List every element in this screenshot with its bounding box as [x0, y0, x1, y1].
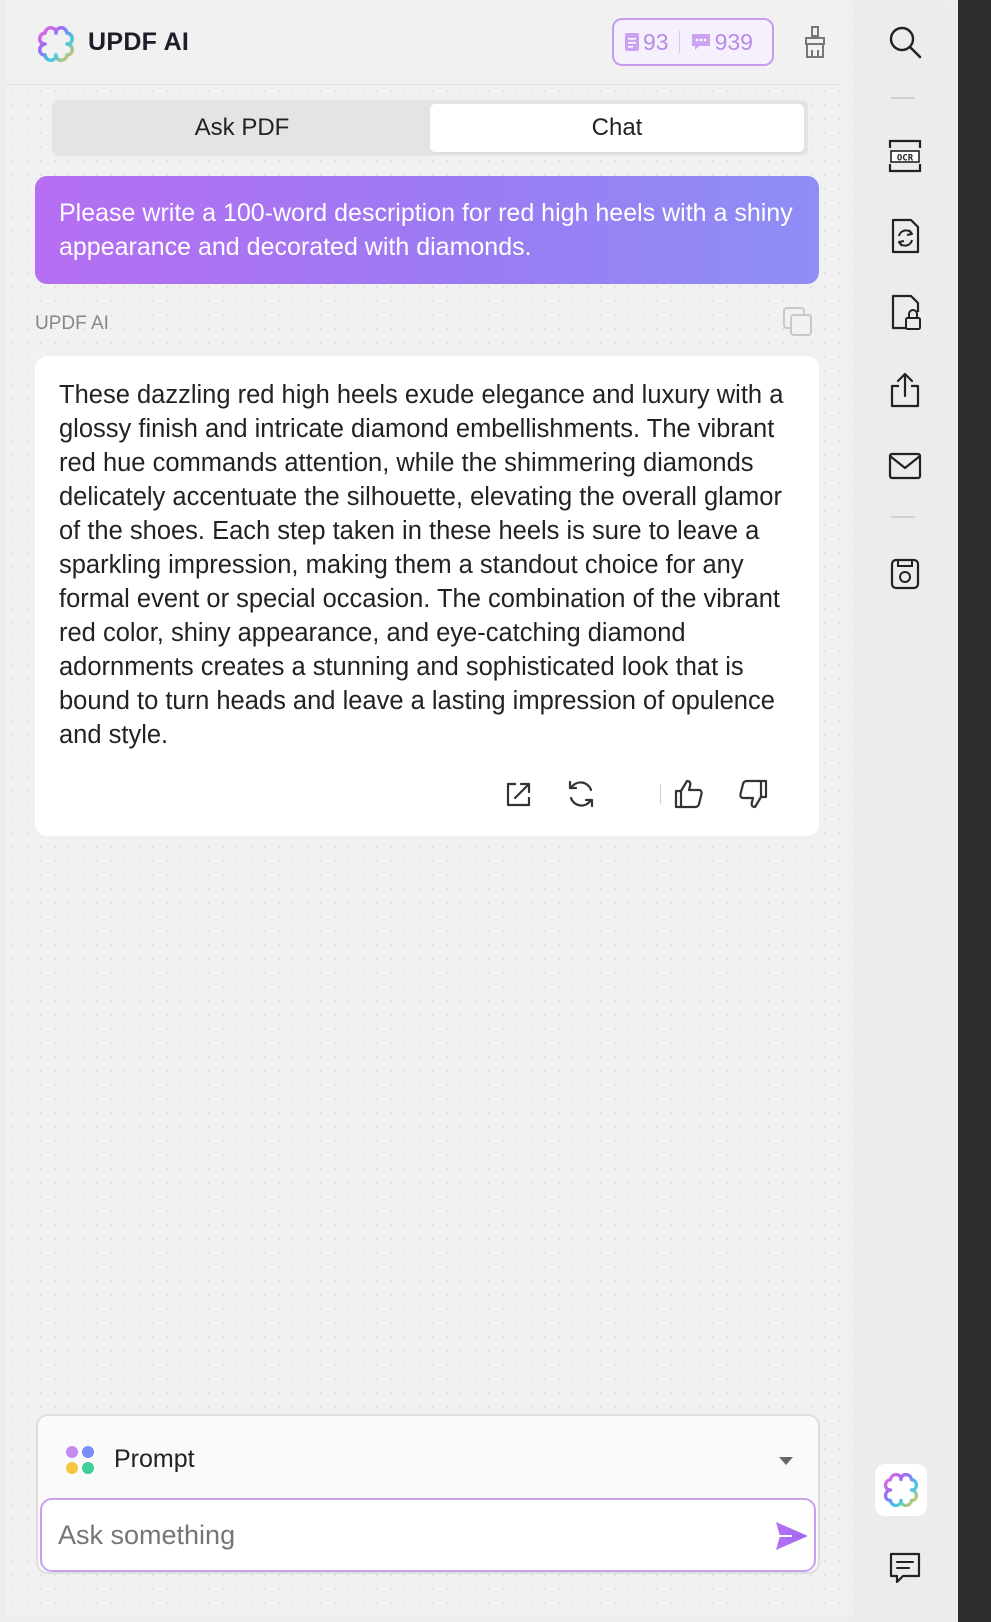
- save-icon: [887, 556, 923, 592]
- convert-button[interactable]: [881, 212, 929, 260]
- updf-logo-icon: [36, 24, 76, 64]
- send-icon[interactable]: [774, 1520, 810, 1552]
- regenerate-icon[interactable]: [563, 776, 599, 812]
- toolbar-divider: [891, 516, 915, 518]
- chat-bubble-icon: [690, 32, 712, 52]
- comment-icon: [887, 1550, 923, 1586]
- thumbs-down-icon[interactable]: [735, 776, 771, 812]
- protect-button[interactable]: [881, 288, 929, 336]
- chat-quota-count: 939: [714, 28, 753, 55]
- convert-icon: [887, 216, 923, 256]
- response-actions: [35, 776, 819, 816]
- chevron-down-icon[interactable]: [778, 1456, 794, 1466]
- email-button[interactable]: [881, 442, 929, 490]
- updf-ai-button[interactable]: [875, 1464, 927, 1516]
- prompt-dots-icon: [64, 1444, 96, 1476]
- copy-icon[interactable]: [781, 305, 815, 339]
- prompt-selector[interactable]: [38, 1416, 818, 1498]
- updf-ai-icon: [882, 1471, 920, 1509]
- pdf-quota-count: 93: [643, 28, 669, 55]
- thumbs-up-icon[interactable]: [671, 776, 707, 812]
- email-icon: [887, 450, 923, 482]
- ai-response-text: These dazzling red high heels exude elegance and luxury with a glossy finish and intricate diamond embellishments. The vibrant red hue commands attention, while the shimmering diamonds delicately accentuate the silhouette, elevating the overall glamor of the shoes. Each step taken in these heels is sure to leave a sparkling impression, making them a standout choice for any formal event or special occasion. The combination of the vibrant red color, shiny appearance, and eye-catching diamond adornments creates a stunning and sophisticated look that is bound to turn heads and leave a lasting impression of opulence and style.: [59, 381, 784, 749]
- quota-badge[interactable]: [612, 18, 774, 66]
- ai-panel: [6, 0, 853, 1616]
- chat-quota: [680, 29, 763, 56]
- window-edge: [958, 0, 991, 1622]
- pdf-quota: [614, 29, 679, 56]
- user-message: Please write a 100-word description for red high heels with a shiny appearance and decorated with diamonds.: [35, 176, 819, 284]
- toolbar-divider: [891, 97, 915, 99]
- comment-button[interactable]: [881, 1544, 929, 1592]
- ocr-icon: [886, 137, 924, 175]
- export-icon[interactable]: [501, 776, 537, 812]
- share-button[interactable]: [881, 366, 929, 414]
- search-button[interactable]: [881, 18, 929, 66]
- ai-sender-label: UPDF AI: [35, 313, 109, 334]
- clear-chat-icon[interactable]: [801, 24, 829, 60]
- search-icon: [887, 24, 923, 60]
- actions-divider: [660, 784, 661, 804]
- prompt-label: Prompt: [114, 1445, 195, 1473]
- app-title: UPDF AI: [88, 28, 190, 56]
- tab-ask-pdf[interactable]: Ask PDF: [194, 114, 290, 141]
- svg-text:OCR: OCR: [896, 153, 914, 164]
- protect-icon: [887, 292, 923, 332]
- save-button[interactable]: [881, 550, 929, 598]
- tab-chat[interactable]: Chat: [430, 104, 804, 152]
- document-icon: [624, 32, 640, 52]
- panel-header: [6, 0, 841, 85]
- right-toolbar: [853, 0, 958, 1622]
- ai-response-card: [35, 356, 819, 836]
- share-icon: [887, 370, 923, 410]
- chat-input-area: [36, 1414, 820, 1574]
- mode-tabs: [52, 100, 808, 156]
- ask-input[interactable]: [40, 1498, 816, 1572]
- ocr-button[interactable]: [881, 132, 929, 180]
